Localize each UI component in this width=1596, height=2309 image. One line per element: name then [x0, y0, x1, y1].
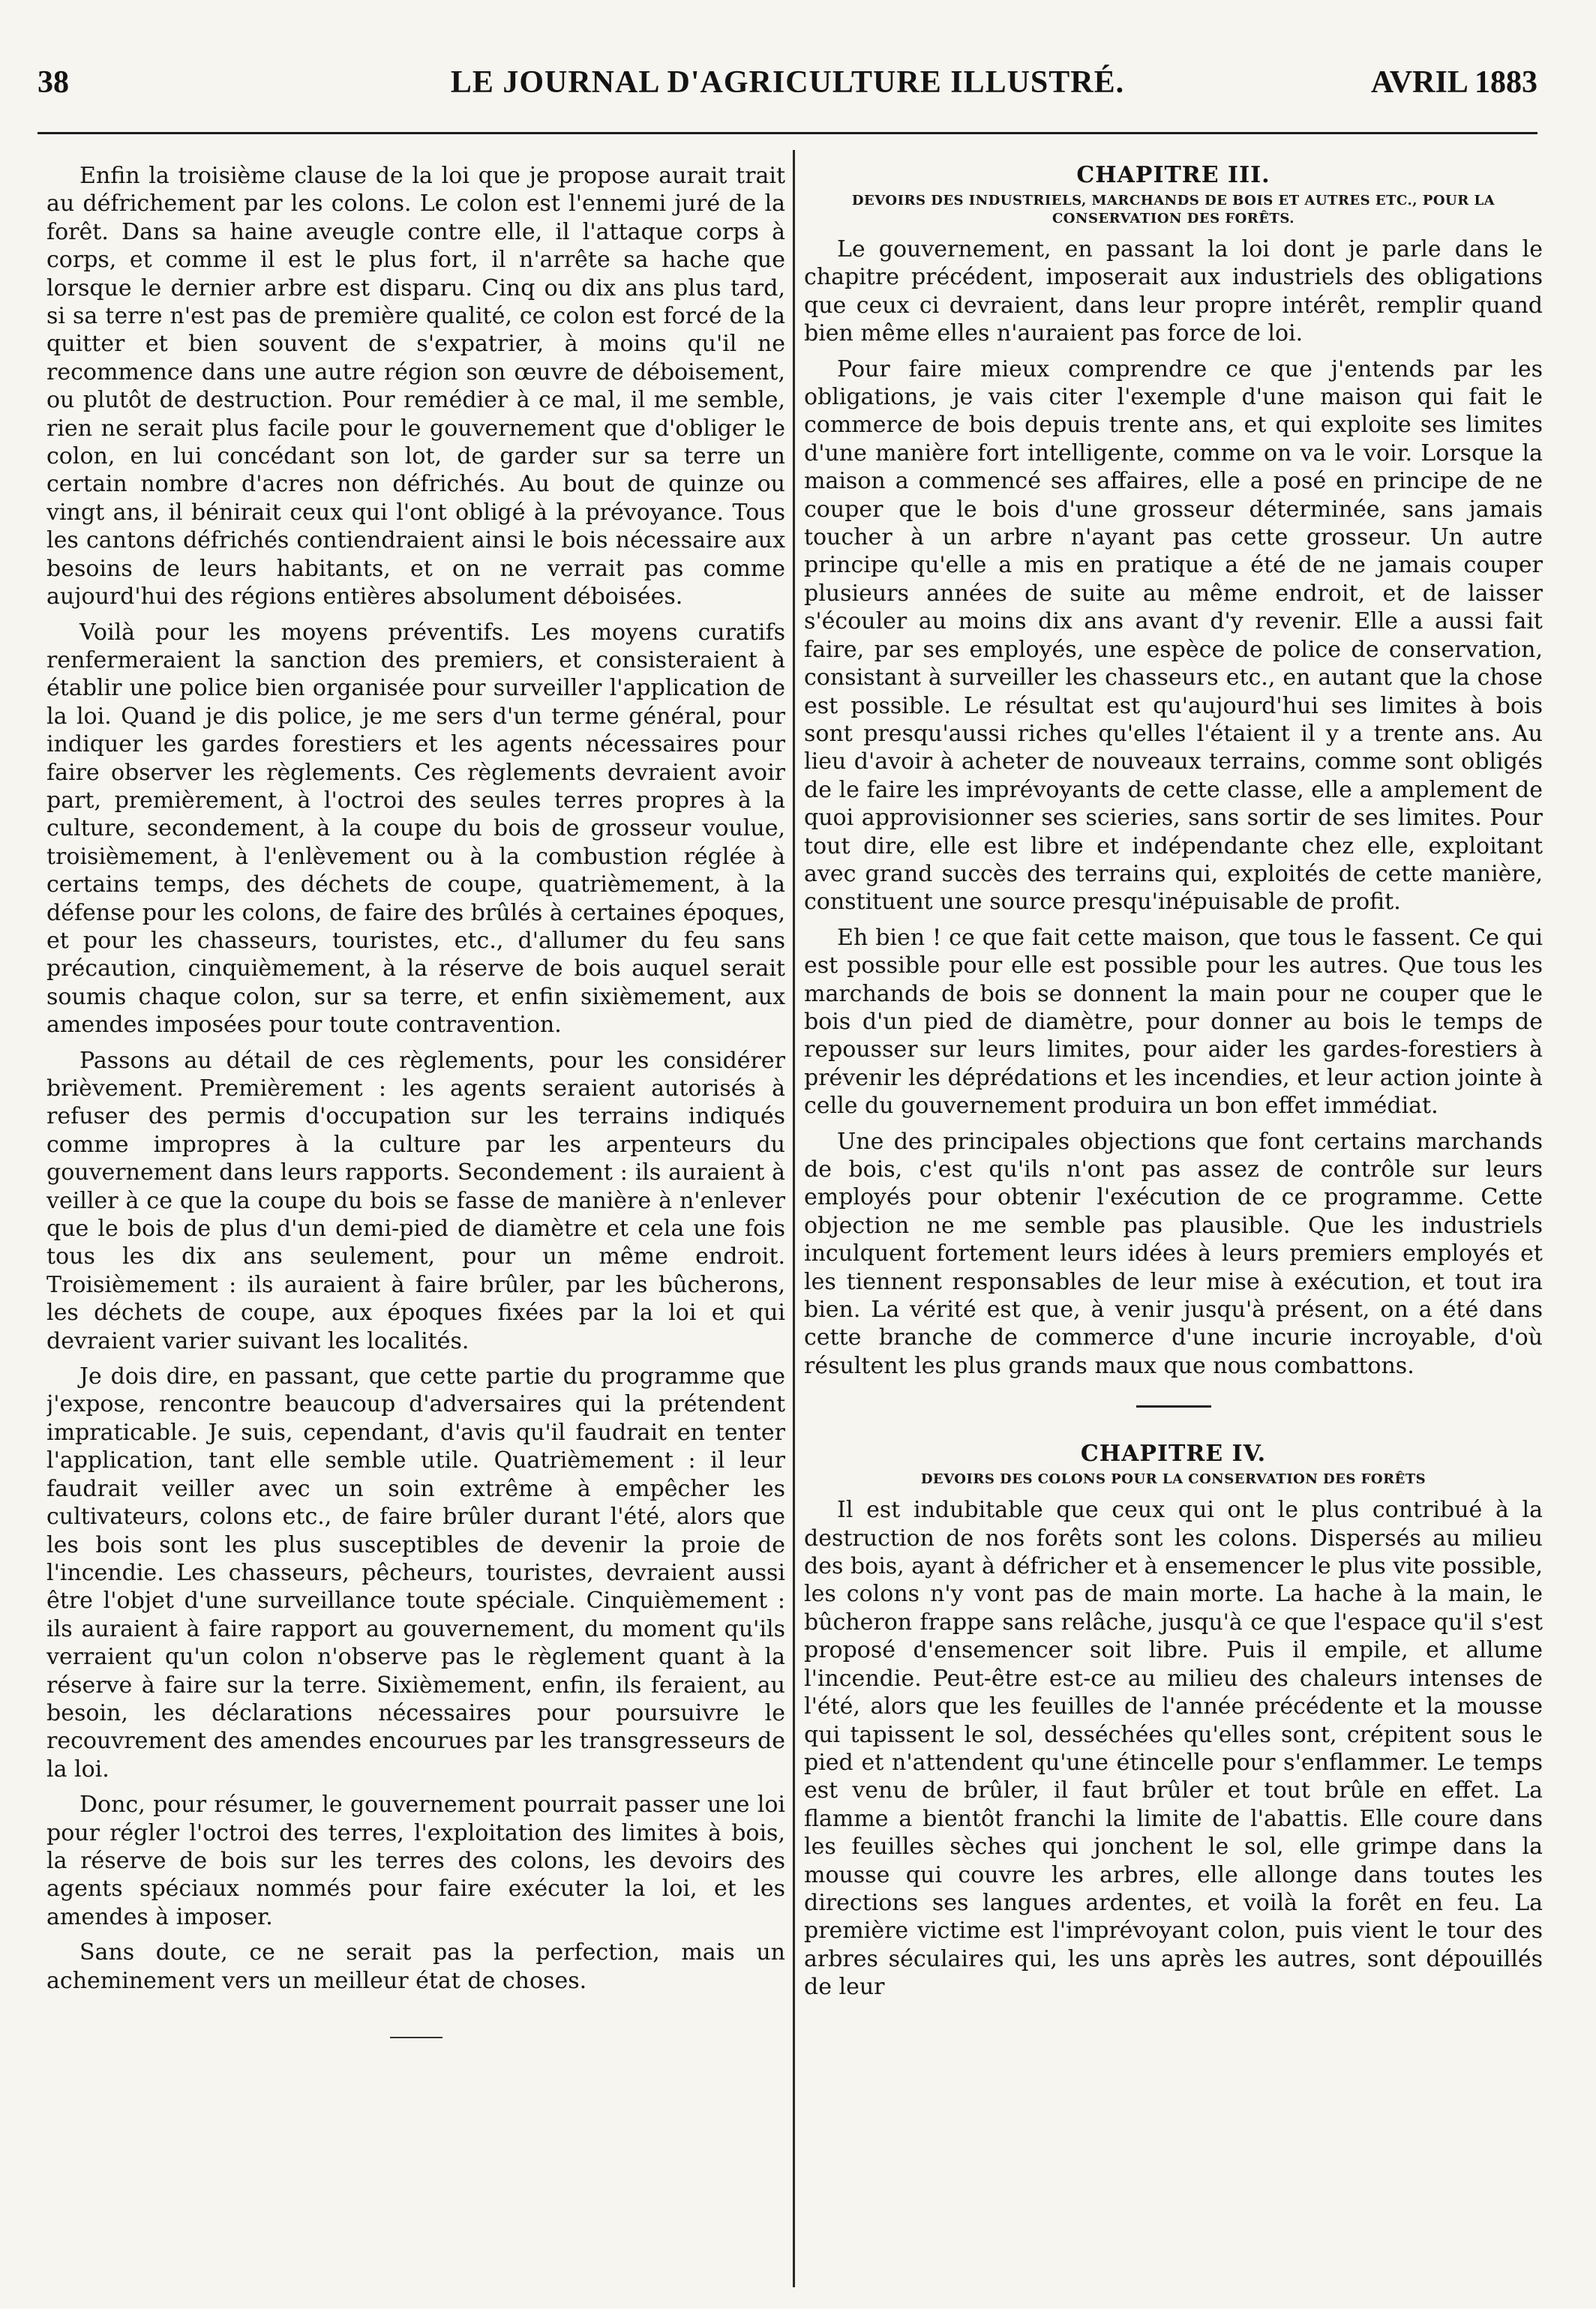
end-rule — [390, 2037, 442, 2038]
paragraph: Donc, pour résumer, le gouvernement pourrait passer une loi pour régler l'octroi des terres, l'exploitation des limites à bois, la réserve de bois sur les terres des colons, les devoirs des agents spéciaux nommés pour faire exécuter la loi, et les amendes à imposer. — [46, 1792, 785, 1930]
paragraph: Voilà pour les moyens préventifs. Les moyens curatifs renfermeraient la sanction des premiers, et consisteraient à établir une police bien organisée pour surveiller l'application de la loi. Quand je dis police, je me sers d'un terme général, pour indiquer les gardes forestiers et les agents nécessaires pour faire observer les règlements. Ces règlements devraient avoir part, premièrement, à l'octroi des seules terres propres à la culture, secondement, à la coupe du bois de grosseur voulue, troisièmement, à l'enlèvement ou à la combustion réglée à certains temps, des déchets de coupe, quatrièmement, à la défense pour les colons, de faire des brûlés à certaines époques, et pour les chasseurs, touristes, etc., d'allumer du feu sans précaution, cinquièmement, à la réserve de bois auquel serait soumis chaque colon, sur sa terre, et enfin sixièmement, aux amendes imposées pour toute contravention. — [46, 619, 785, 1039]
chapter-subtitle: DEVOIRS DES INDUSTRIELS, MARCHANDS DE BOIS ET AUTRES ETC., POUR LA CONSERVATION DES FORÊTS. — [851, 193, 1496, 226]
issue-date: AVRIL 1883 — [1370, 65, 1538, 100]
paragraph: Pour faire mieux comprendre ce que j'entends par les obligations, je vais citer l'exemple d'une maison qui fait le commerce de bois depuis trente ans, et qui exploite ses limites d'une manière fort intelligente, comme on va le voir. Lorsque la maison a commencé ses affaires, elle a posé en principe de ne couper que le bois d'une grosseur déterminée, sans jamais toucher à un arbre n'ayant pas cette grosseur. Un autre principe qu'elle a mis en pratique a été de ne jamais couper plusieurs années de suite au même endroit, et de laisser s'écouler au moins dix ans avant d'y revenir. Elle a aussi fait faire, par ses employés, une espèce de police de conservation, consistant à surveiller les chasseurs etc., en autant que la chose est possible. Le résultat est qu'aujourd'hui ses limites à bois sont presqu'aussi riches qu'elles l'étaient il y a trente ans. Au lieu d'avoir à acheter de nouveaux terrains, comme sont obligés de le faire les imprévoyants de cette classe, elle a amplement de quoi approvisionner ses scieries, sans sortir de ses limites. Pour tout dire, elle est libre et indépendante chez elle, exploitant avec grand succès des terrains qui, exploités de cette manière, constituent une source presqu'inépuisable de profit. — [804, 355, 1543, 916]
chapter-title: CHAPITRE III. — [1076, 162, 1270, 188]
page-header — [38, 64, 1538, 109]
page-number: 38 — [38, 65, 69, 100]
column-divider — [793, 150, 795, 2287]
left-column — [46, 162, 785, 2277]
paragraph: Sans doute, ce ne serait pas la perfection, mais un acheminement vers un meilleur état de choses. — [46, 1939, 785, 1994]
paragraph: Il est indubitable que ceux qui ont le plus contribué à la destruction de nos forêts sont les colons. Dispersés au milieu des bois, ayant à défricher et à ensemencer le plus vite possible, les colons n'y vont pas de main morte. La hache à la main, le bûcheron frappe sans relâche, jusqu'à ce que l'espace qu'il s'est proposé d'ensemencer soit libre. Puis il empile, et allume l'incendie. Peut-être est-ce au milieu des chaleurs intenses de l'été, alors que les feuilles de l'année précédente et la mousse qui tapissent le sol, desséchées qu'elles sont, crépitent sous le pied et n'attendent qu'une étincelle pour s'enflammer. Le temps est venu de brûler, il faut brûler et tout brûle en effet. La flamme a bientôt franchi la limite de l'abattis. Elle coure dans les feuilles sèches qui jonchent le sol, elle grimpe dans la mousse qui couvre les arbres, elle allonge dans toutes les directions ses langues ardentes, et voilà la forêt en feu. La première victime est l'imprévoyant colon, puis vient le tour des arbres séculaires qui, les uns après les autres, sont dépouillés de leur — [804, 1497, 1543, 2001]
paragraph: Je dois dire, en passant, que cette partie du programme que j'expose, rencontre beaucoup d'adversaires qui la prétendent impraticable. Je suis, cependant, d'avis qu'il faudrait en tenter l'application, tant elle semble utile. Quatrièmement : il leur faudrait veiller avec un soin extrême à empêcher les cultivateurs, colons etc., de faire brûler durant l'été, alors que les bois sont les plus susceptibles de devenir la proie de l'incendie. Les chasseurs, pêcheurs, touristes, devraient aussi être l'objet d'une surveillance toute spéciale. Cinquièmement : ils auraient à faire rapport au gouvernement, du moment qu'ils verraient qu'un colon n'observe pas le règlement quant à la réserve à faire sur la terre. Sixièmement, enfin, ils feraient, au besoin, les déclarations nécessaires pour poursuivre le recouvrement des amendes encourues par les transgresseurs de la loi. — [46, 1363, 785, 1783]
paragraph: Enfin la troisième clause de la loi que je propose aurait trait au défrichement par les colons. Le colon est l'ennemi juré de la forêt. Dans sa haine aveugle contre elle, il l'attaque corps à corps, et comme il est le plus fort, il n'arrête sa hache que lorsque le dernier arbre est disparu. Cinq ou dix ans plus tard, si sa terre n'est pas de première qualité, ce colon est forcé de la quitter et bien souvent de s'expatrier, à moins qu'il ne recommence dans une autre région son œuvre de déboisement, ou plutôt de destruction. Pour remédier à ce mal, il me semble, rien ne serait plus facile pour le gouvernement que d'obliger le colon, en lui concédant son lot, de garder sur sa terre un certain nombre d'acres non défrichés. Au bout de quinze ou vingt ans, il bénirait ceux qui l'ont obligé à la prévoyance. Tous les cantons défrichés contiendraient ainsi le bois nécessaire aux besoins de leurs habitants, et on ne verrait pas comme aujourd'hui des régions entières absolument déboisées. — [46, 163, 785, 610]
chapter-separator — [1136, 1405, 1211, 1408]
chapter-title: CHAPITRE IV. — [1080, 1441, 1267, 1468]
header-rule — [38, 132, 1538, 134]
paragraph: Eh bien ! ce que fait cette maison, que tous le fassent. Ce qui est possible pour elle est possible pour les autres. Que tous les marchands de bois se donnent la main pour ne couper que le bois d'un pied de diamètre, pour donner au bois le temps de repousser sur leurs limites, pour aider les gardes-forestiers à prévenir les déprédations et les incendies, et leur action jointe à celle du gouvernement produira un bon effet immédiat. — [804, 924, 1543, 1120]
paragraph: Le gouvernement, en passant la loi dont je parle dans le chapitre précédent, imposerait aux industriels des obligations que ceux ci devraient, dans leur propre intérêt, remplir quand bien même elles n'auraient pas force de loi. — [804, 236, 1543, 347]
chapter-subtitle: DEVOIRS DES COLONS POUR LA CONSERVATION DES FORÊTS — [920, 1471, 1426, 1488]
journal-title: LE JOURNAL D'AGRICULTURE ILLUSTRÉ. — [450, 65, 1125, 100]
paragraph: Passons au détail de ces règlements, pour les considérer brièvement. Premièrement : les agents seraient autorisés à refuser des permis d'occupation sur les terrains indiqués comme impropres à la culture par les arpenteurs du gouvernement dans leurs rapports. Secondement : ils auraient à veiller à ce que la coupe du bois se fasse de manière à n'enlever que le bois de plus d'un demi-pied de diamètre et cela une fois tous les dix ans seulement, pour un même endroit. Troisièmement : ils auraient à faire brûler, par les bûcherons, les déchets de coupe, aux époques fixées par la loi et qui devraient varier suivant les localités. — [46, 1047, 785, 1354]
paragraph: Une des principales objections que font certains marchands de bois, c'est qu'ils n'ont pas assez de contrôle sur leurs employés pour obtenir l'exécution de ce programme. Cette objection ne me semble pas plausible. Que les industriels inculquent fortement leurs idées à leurs premiers employés et les tiennent responsables de leur mise à exécution, et tout ira bien. La vérité est que, à venir jusqu'à présent, on a été dans cette branche de commerce d'une incurie incroyable, d'où résultent les plus grands maux que nous combattons. — [804, 1128, 1543, 1379]
right-column — [804, 162, 1543, 2277]
